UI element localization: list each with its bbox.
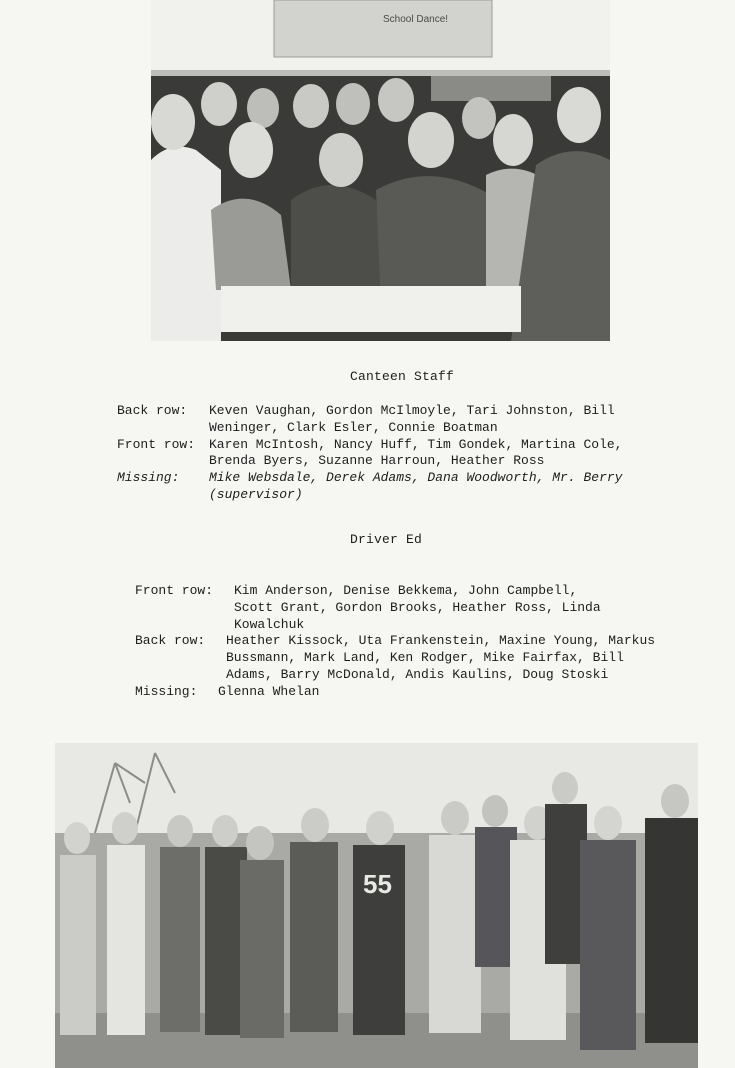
canteen-front-row bbox=[117, 437, 654, 471]
canteen-staff-heading: Canteen Staff bbox=[350, 369, 455, 384]
jersey-number: 55 bbox=[363, 869, 392, 899]
driver-missing-row bbox=[135, 684, 656, 701]
canteen-back-row bbox=[117, 403, 654, 437]
driver-front-row bbox=[135, 583, 656, 633]
front-row-names: Kim Anderson, Denise Bekkema, John Campbell, Scott Grant, Gordon Brooks, Heather Ross, Linda Kowalchuk bbox=[234, 583, 601, 632]
front-row-label: Front row: bbox=[117, 436, 196, 452]
sign-text: School Dance! bbox=[383, 14, 449, 25]
driver-ed-heading: Driver Ed bbox=[350, 532, 423, 547]
back-row-label: Back row: bbox=[135, 633, 206, 649]
canteen-staff-photo bbox=[151, 0, 610, 341]
driver-back-row bbox=[135, 633, 656, 683]
missing-names: Glenna Whelan bbox=[218, 683, 320, 699]
front-row-label: Front row: bbox=[135, 583, 214, 598]
missing-label: Missing: bbox=[135, 683, 198, 699]
canteen-staff-caption bbox=[117, 403, 654, 504]
missing-label: Missing: bbox=[117, 470, 180, 486]
driver-ed-photo bbox=[55, 743, 698, 1068]
front-row-names: Karen McIntosh, Nancy Huff, Tim Gondek, Martina Cole, Brenda Byers, Suzanne Harroun, Heather Ross bbox=[209, 436, 623, 469]
driver-ed-caption bbox=[135, 583, 656, 701]
canteen-missing-row bbox=[117, 470, 654, 504]
back-row-names: Heather Kissock, Uta Frankenstein, Maxine Young, Markus Bussmann, Mark Land, Ken Rodger, Mike Fairfax, Bill Adams, Barry McDonald, Andis Kaulins, Doug Stoski bbox=[226, 633, 656, 682]
back-row-names: Keven Vaughan, Gordon McIlmoyle, Tari Johnston, Bill Weninger, Clark Esler, Connie Boatman bbox=[209, 403, 615, 435]
missing-names: Mike Websdale, Derek Adams, Dana Woodworth, Mr. Berry (supervisor) bbox=[209, 470, 623, 502]
back-row-label: Back row: bbox=[117, 403, 188, 418]
